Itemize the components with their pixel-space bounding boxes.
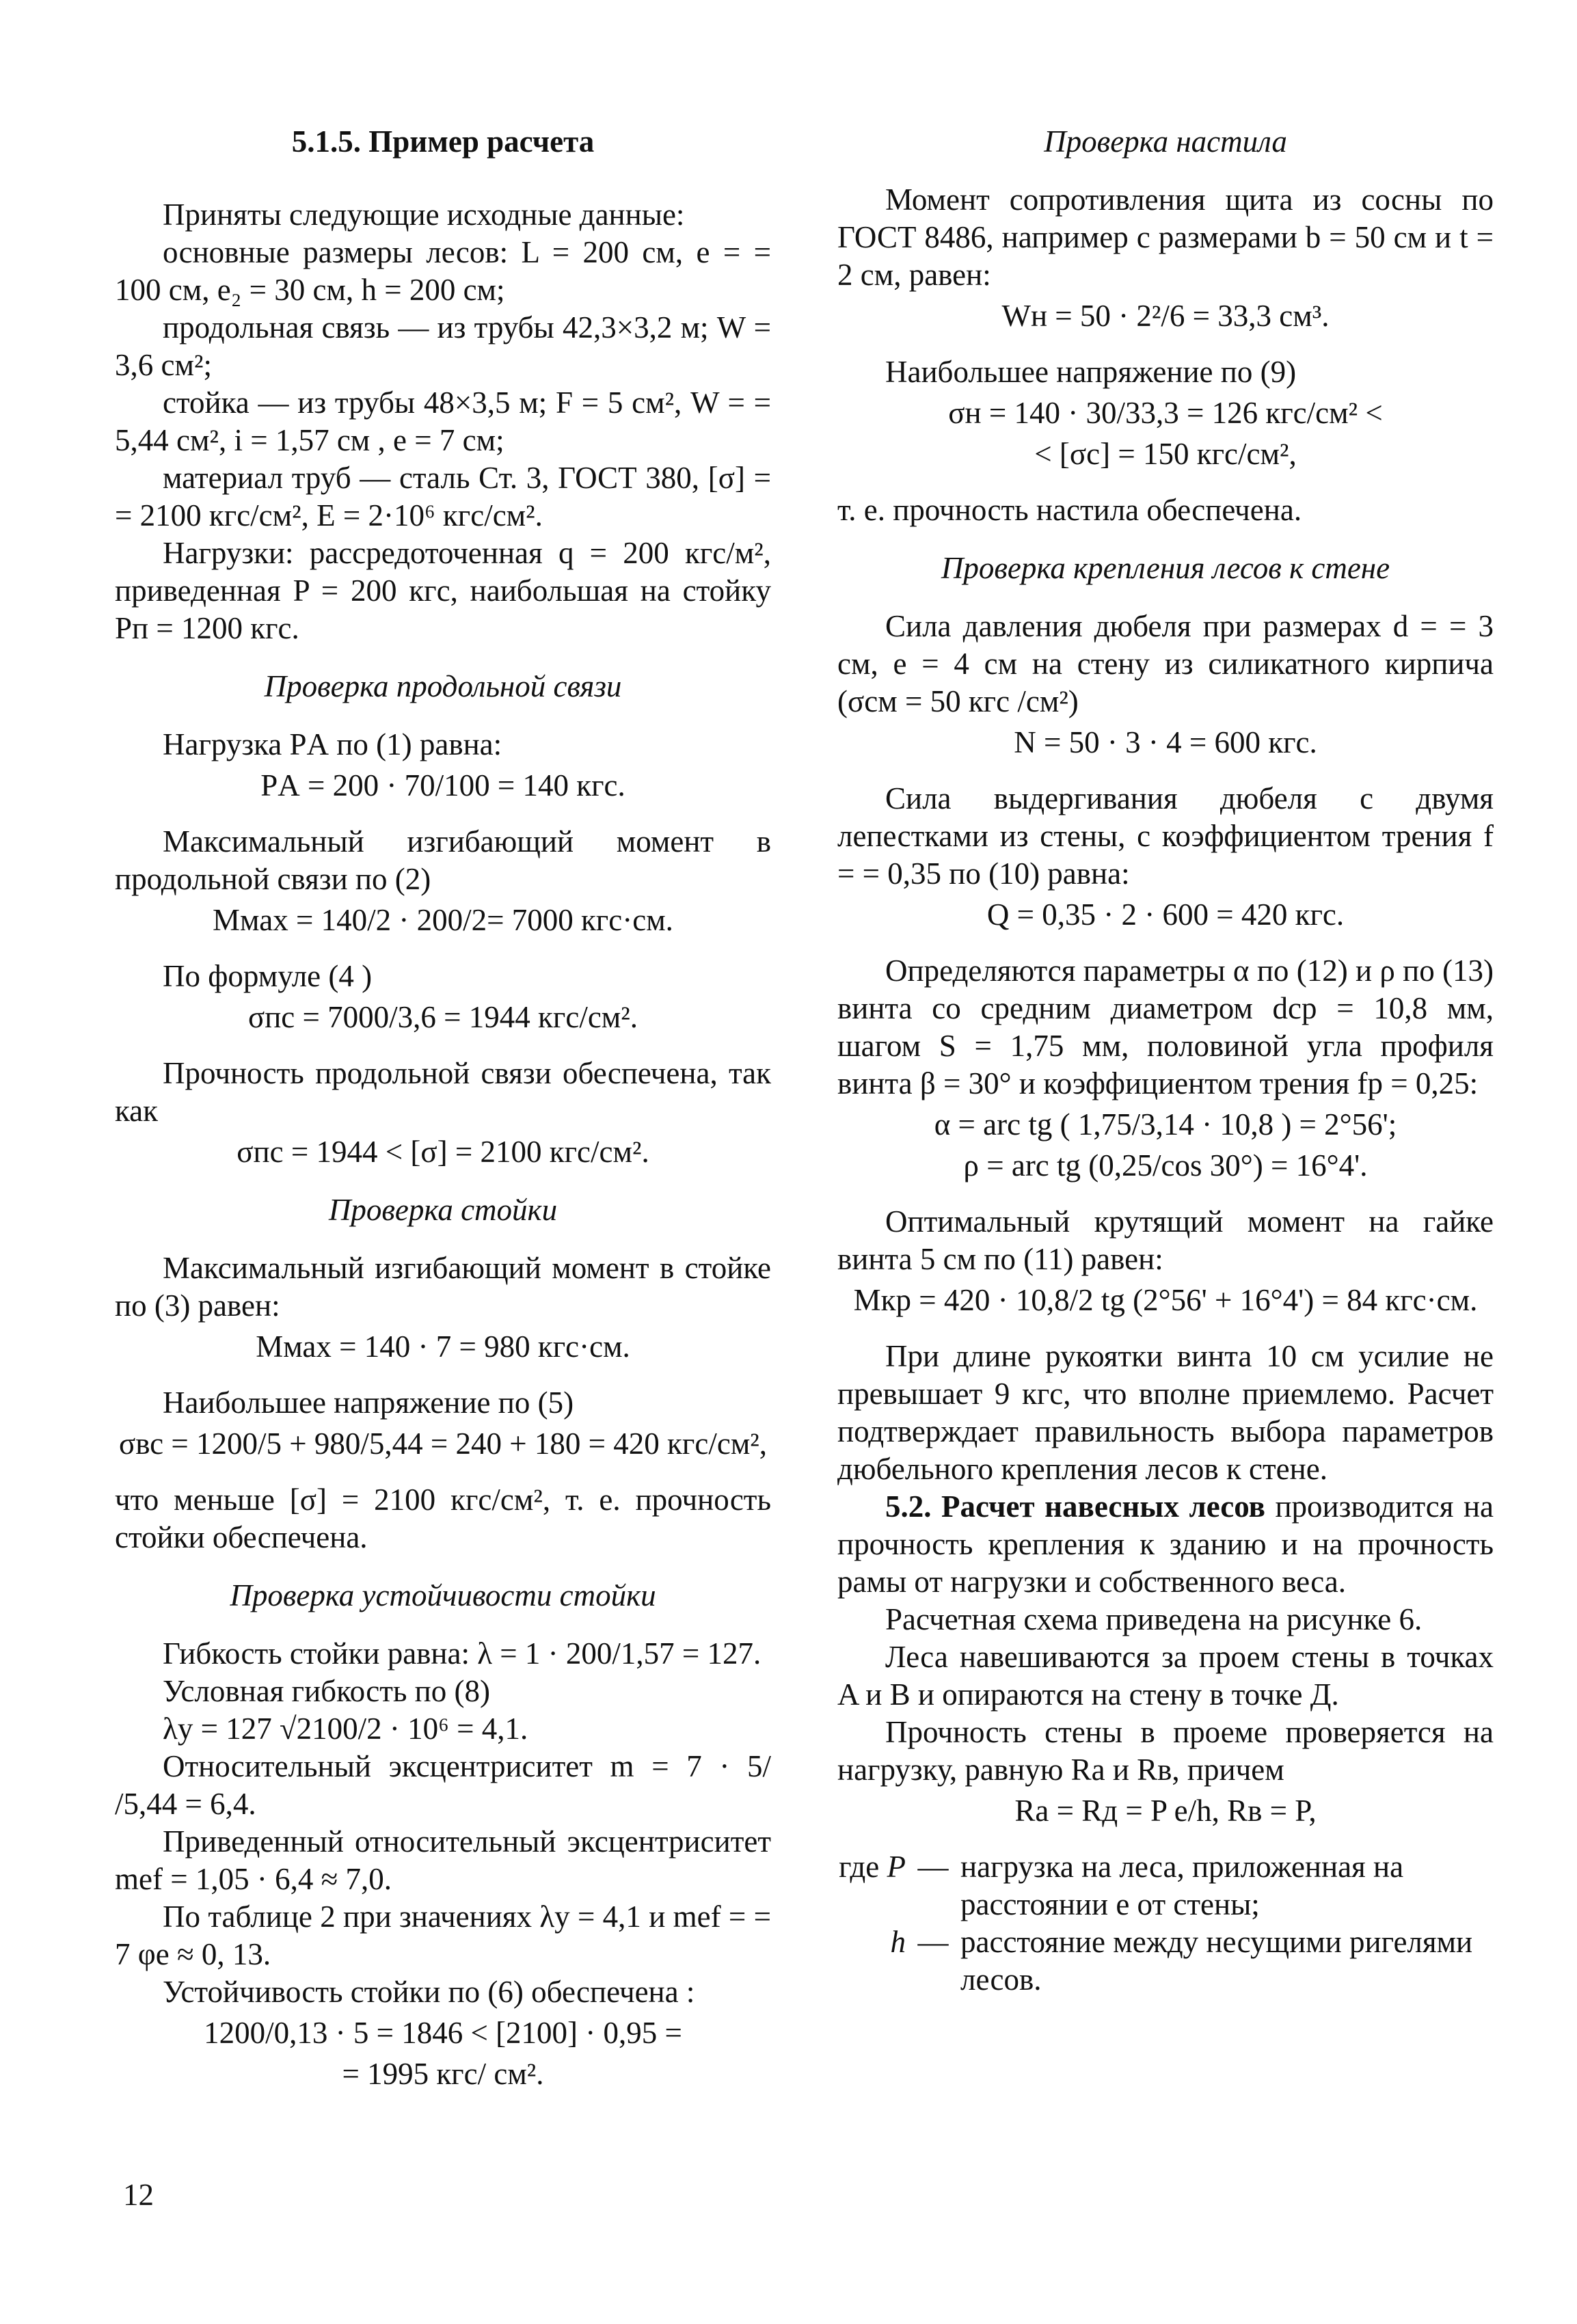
section-heading-inline: 5.2. Расчет навесных лесов	[885, 1489, 1265, 1524]
formula: α = arc tg ( 1,75/3,14 · 10,8 ) = 2°56';	[934, 1107, 1397, 1141]
formula: Wн = 50 · 2²/6 = 33,3 см³.	[1001, 299, 1330, 333]
intro-line: материал труб — сталь Ст. 3, ГОСТ 380, [σ] = = 2100 кгс/см², E = 2·10⁶ кгс/см².	[115, 461, 771, 532]
left-column	[115, 123, 771, 2096]
definition-text: нагрузка на леса, приложенная на расстоянии e от стены;	[960, 1850, 1404, 1921]
formula: Rа = Rд = P e/h, Rв = P,	[1014, 1794, 1317, 1828]
formula: ρ = arc tg (0,25/cos 30°) = 16°4'.	[963, 1148, 1368, 1183]
definition-row	[837, 1848, 1494, 1923]
paragraph: Наибольшее напряжение по (9)	[885, 355, 1297, 389]
paragraph: Гибкость стойки равна: λ = 1 · 200/1,57 = 127.	[163, 1636, 761, 1671]
paragraph: Условная гибкость по (8)	[163, 1674, 490, 1708]
paragraph: что меньше [σ] = 2100 кгс/см², т. е. прочность стойки обеспечена.	[115, 1483, 771, 1554]
paragraph: Оптимальный крутящий момент на гайке винта 5 см по (11) равен:	[837, 1204, 1494, 1276]
paragraph: Сила выдергивания дюбеля с двумя лепестками из стены, с коэффициентом трения f = = 0,35 по (10) равна:	[837, 781, 1494, 891]
definition-dash: —	[917, 1850, 949, 1884]
subsection-heading: Проверка устойчивости стойки	[230, 1578, 656, 1612]
subsection-heading: Проверка крепления лесов к стене	[941, 551, 1390, 585]
intro-line: Нагрузки: рассредоточенная q = 200 кгс/м², приведенная P = 200 кгс, наибольшая на стойку Pп = 1200 кгс.	[115, 536, 771, 645]
formula: PА = 200 · 70/100 = 140 кгс.	[260, 768, 625, 802]
definition-symbol: h	[890, 1925, 906, 1959]
definition-dash: —	[917, 1925, 949, 1959]
paragraph: Момент сопротивления щита из сосны по ГОСТ 8486, например с размерами b = 50 см и t = 2 см, равен:	[837, 183, 1494, 292]
paragraph: По формуле (4 )	[163, 959, 373, 993]
paragraph: Сила давления дюбеля при размерах d = = 3 см, e = 4 см на стену из силикатного кирпича (σсм = 50 кгс /см²)	[837, 609, 1494, 718]
subsection-heading: Проверка продольной связи	[264, 669, 622, 703]
formula: < [σc] = 150 кгс/см²,	[1034, 437, 1297, 471]
formula: σвс = 1200/5 + 980/5,44 = 240 + 180 = 420 кгс/см²,	[118, 1427, 768, 1461]
formula: 1200/0,13 · 5 = 1846 < [2100] · 0,95 =	[204, 2016, 682, 2050]
subsection-heading: Проверка настила	[1044, 124, 1287, 159]
definition-where: где P	[839, 1850, 906, 1884]
formula: Q = 0,35 · 2 · 600 = 420 кгс.	[986, 897, 1345, 932]
paragraph: Нагрузка PА по (1) равна:	[163, 727, 502, 761]
paragraph: Приведенный относительный эксцентриситет mef = 1,05 · 6,4 ≈ 7,0.	[115, 1824, 771, 1896]
intro-line: стойка — из трубы 48×3,5 м; F = 5 см², W = = 5,44 см², i = 1,57 см , e = 7 см;	[115, 386, 771, 457]
paragraph: По таблице 2 при значениях λу = 4,1 и mef = = 7 φe ≈ 0, 13.	[115, 1900, 771, 1971]
intro-line: основные размеры лесов: L = 200 см, e = = 100 см, e₂ = 30 см, h = 200 см;	[115, 235, 771, 307]
subsection-heading: Проверка стойки	[328, 1193, 558, 1227]
paragraph: Прочность продольной связи обеспечена, так как	[115, 1056, 771, 1128]
intro-line: Приняты следующие исходные данные:	[163, 198, 685, 232]
paragraph: Наибольшее напряжение по (5)	[163, 1386, 574, 1420]
formula: Mмах = 140 · 7 = 980 кгс·см.	[256, 1329, 630, 1364]
formula: λу = 127 √2100/2 · 10⁶ = 4,1.	[163, 1712, 528, 1746]
paragraph: Устойчивость стойки по (6) обеспечена :	[163, 1975, 695, 2009]
definition-row	[837, 1923, 1494, 1999]
paragraph-text: производится на прочность крепления к зданию и на прочность рамы от нагрузки и собственного веса.	[837, 1489, 1494, 1599]
formula: σпс = 1944 < [σ] = 2100 кгс/см².	[237, 1135, 649, 1169]
paragraph: Максимальный изгибающий момент в стойке по (3) равен:	[115, 1251, 771, 1323]
formula: σпс = 7000/3,6 = 1944 кгс/см².	[247, 1000, 638, 1034]
formula: N = 50 · 3 · 4 = 600 кгс.	[1014, 725, 1317, 759]
formula: Mмах = 140/2 · 200/2= 7000 кгс·см.	[213, 903, 673, 937]
paragraph: т. е. прочность настила обеспечена.	[837, 493, 1302, 527]
paragraph: При длине рукоятки винта 10 см усилие не превышает 9 кгс, что вполне приемлемо. Расчет подтверждает правильность выбора параметров дюбельного крепления лесов к стене.	[837, 1339, 1494, 1486]
paragraph: Определяются параметры α по (12) и ρ по (13) винта со средним диаметром dср = 10,8 мм, шагом S = 1,75 мм, половиной угла профиля винта β = 30° и коэффициентом трения fр = 0,25:	[837, 954, 1494, 1100]
formula: σн = 140 · 30/33,3 = 126 кгс/см² <	[948, 396, 1383, 430]
formula: = 1995 кгс/ см².	[342, 2057, 544, 2091]
paragraph: Относительный эксцентриситет m = 7 · 5/ /5,44 = 6,4.	[115, 1749, 771, 1821]
page-number: 12	[123, 2178, 154, 2212]
definition-text: расстояние между несущими ригелями лесов.	[960, 1925, 1473, 1997]
paragraph: Расчетная схема приведена на рисунке 6.	[885, 1602, 1423, 1636]
paragraph: Леса навешиваются за проем стены в точках A и B и опираются на стену в точке Д.	[837, 1640, 1494, 1712]
paragraph: Максимальный изгибающий момент в продольной связи по (2)	[115, 824, 771, 896]
intro-line: продольная связь — из трубы 42,3×3,2 м; W = 3,6 см²;	[115, 310, 771, 382]
right-column	[837, 123, 1494, 1999]
section-heading: 5.1.5. Пример расчета	[291, 124, 595, 159]
formula: Mкр = 420 · 10,8/2 tg (2°56' + 16°4') = 84 кгс·см.	[853, 1283, 1478, 1317]
paragraph: Прочность стены в проеме проверяется на нагрузку, равную Rа и Rв, причем	[837, 1715, 1494, 1787]
paragraph	[837, 1488, 1494, 1601]
